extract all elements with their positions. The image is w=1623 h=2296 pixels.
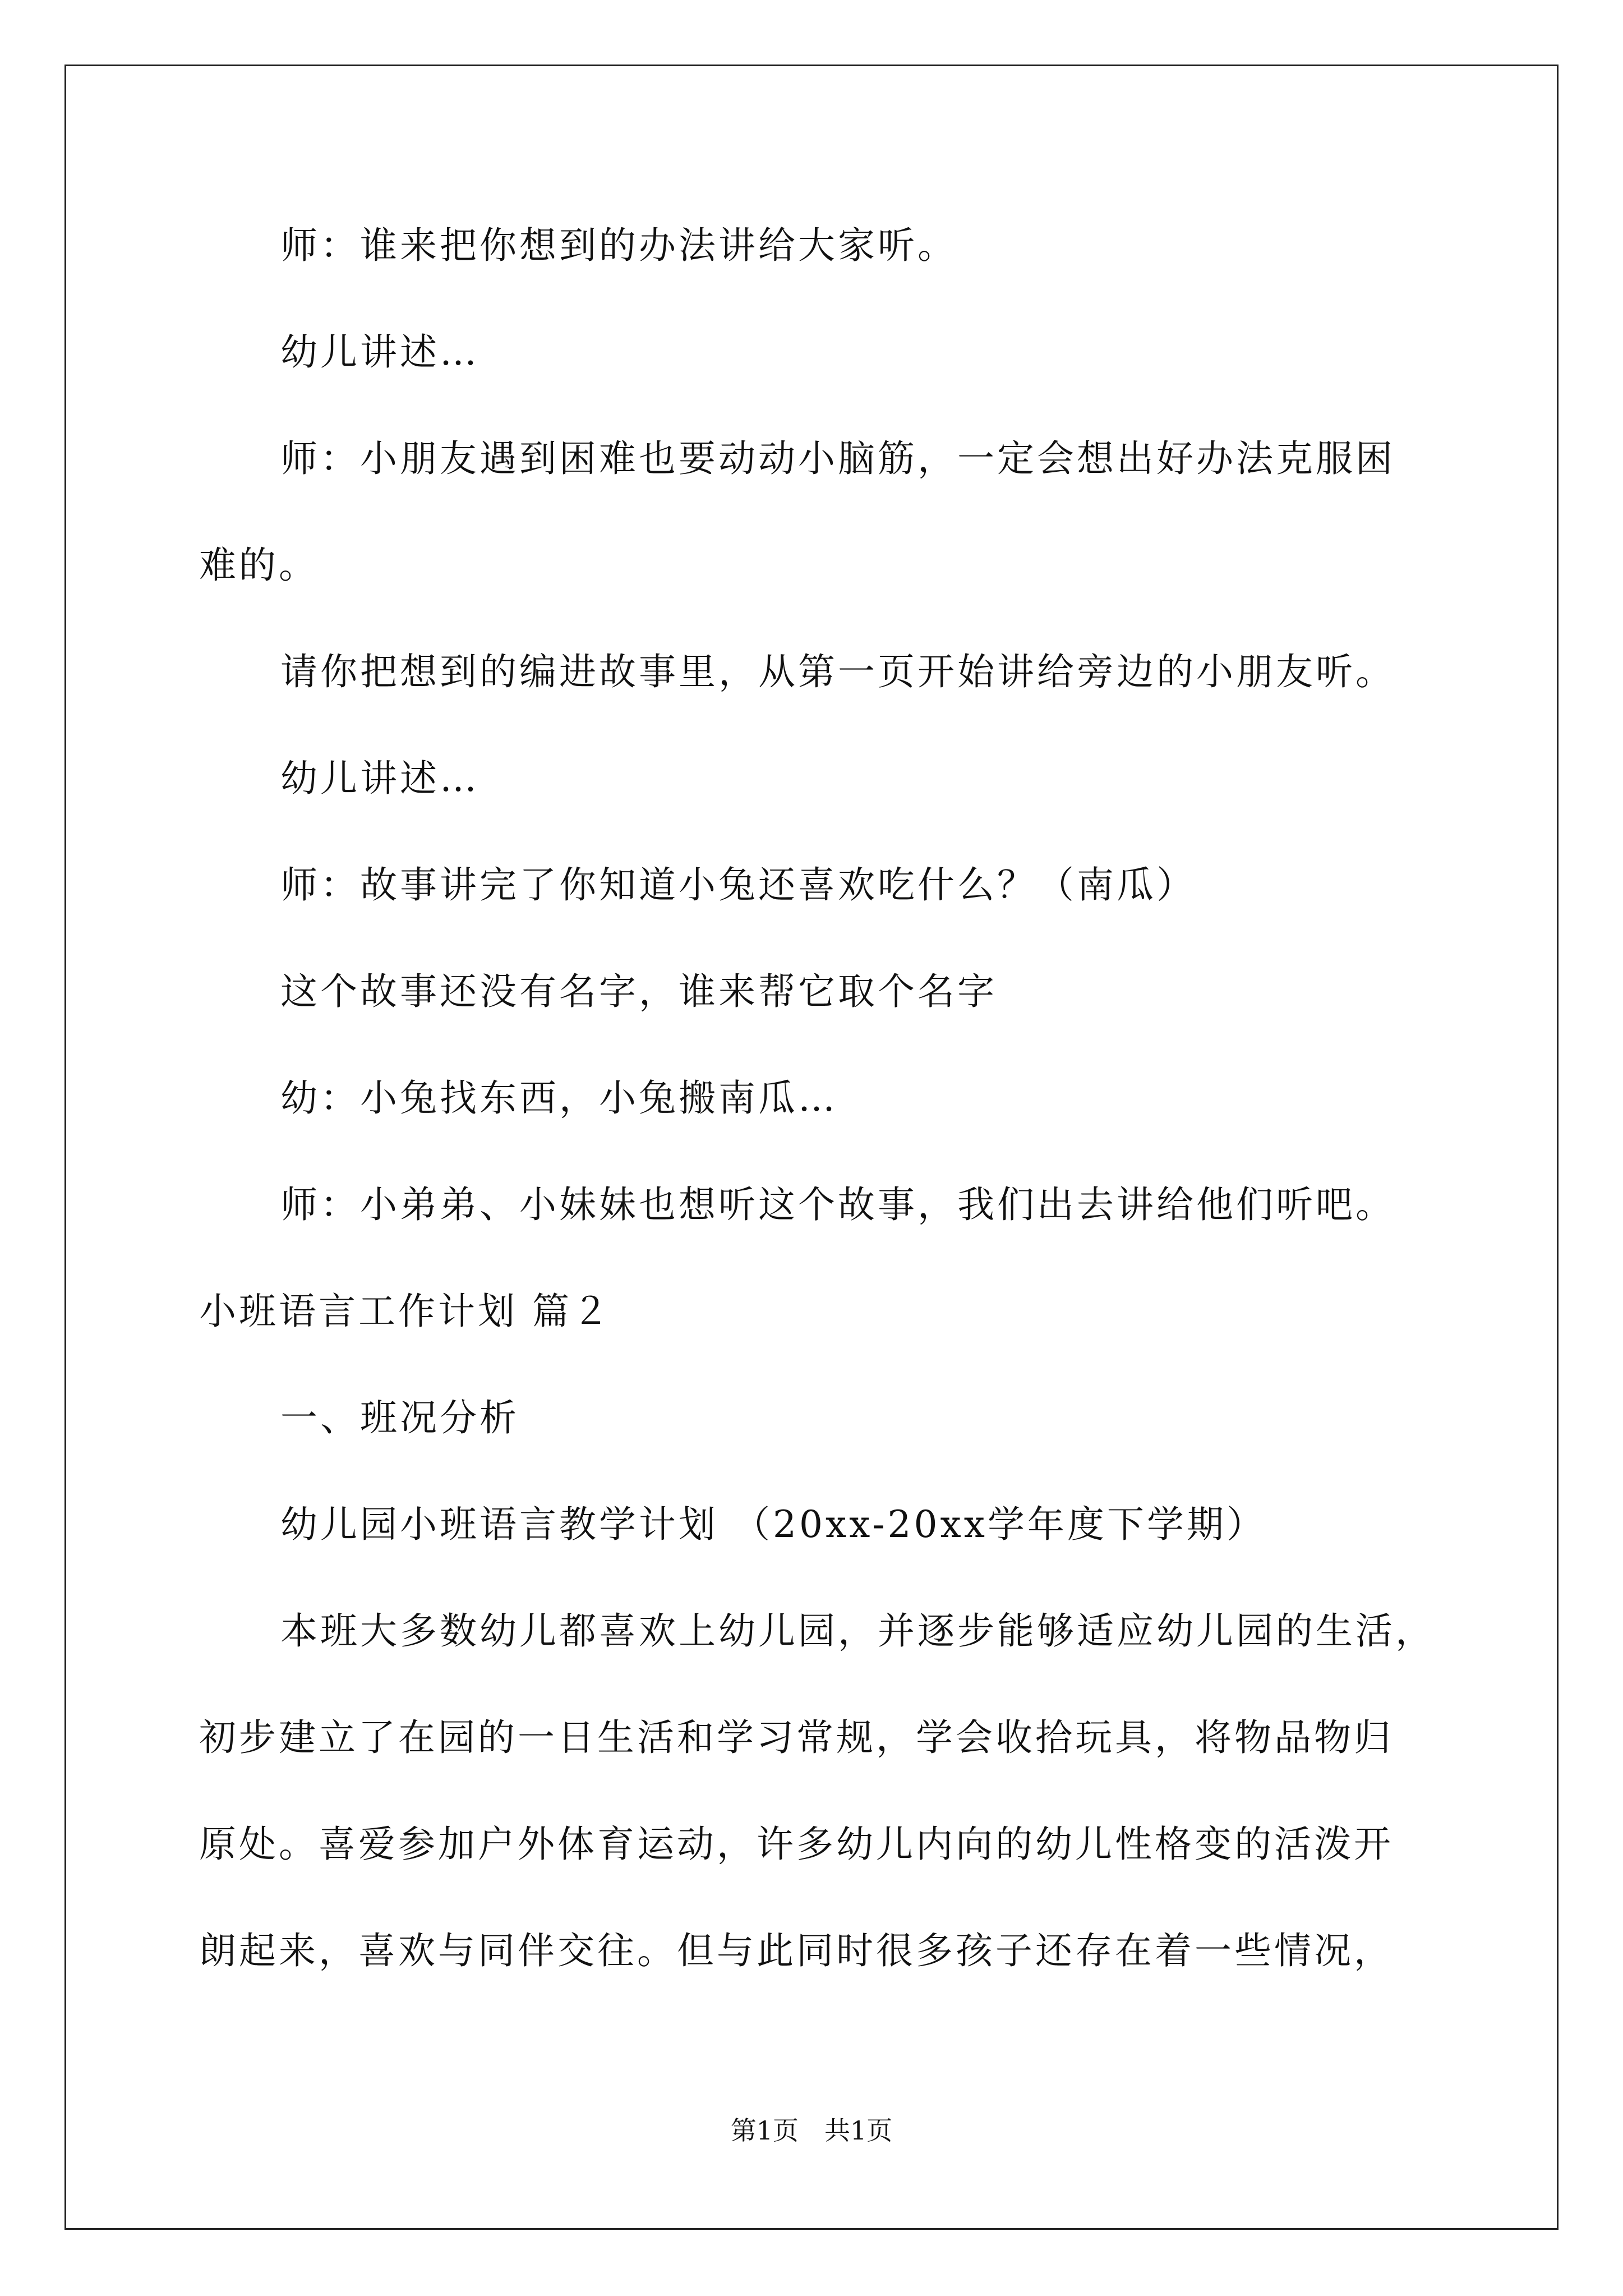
page-border — [64, 65, 1559, 2230]
text-line-3: 师：小朋友遇到困难也要动动小脑筋，一定会想出好办法克服困 — [280, 437, 1395, 480]
text-line-10: 师：小弟弟、小妹妹也想听这个故事，我们出去讲给他们听吧。 — [280, 1183, 1395, 1226]
text-line-6: 幼儿讲述… — [280, 757, 479, 800]
text-line-17: 朗起来，喜欢与同伴交往。但与此同时很多孩子还存在着一些情况， — [199, 1929, 1394, 1972]
text-line-13: 幼儿园小班语言教学计划 （20xx-20xx学年度下学期） — [280, 1503, 1266, 1546]
text-line-14: 本班大多数幼儿都喜欢上幼儿园，并逐步能够适应幼儿园的生活， — [280, 1609, 1435, 1653]
text-line-5: 请你把想到的编进故事里，从第一页开始讲给旁边的小朋友听。 — [280, 650, 1395, 693]
section-heading: 小班语言工作计划 篇２ — [199, 1290, 612, 1333]
text-line-8: 这个故事还没有名字，谁来帮它取个名字 — [280, 970, 997, 1013]
page-footer: 第1页 共1页 — [730, 2115, 893, 2146]
text-line-4: 难的。 — [199, 544, 319, 587]
text-line-16: 原处。喜爱参加户外体育运动，许多幼儿内向的幼儿性格变的活泼开 — [199, 1823, 1394, 1866]
text-line-7: 师：故事讲完了你知道小兔还喜欢吃什么？（南瓜） — [280, 863, 1196, 907]
text-line-15: 初步建立了在园的一日生活和学习常规，学会收拾玩具，将物品物归 — [199, 1716, 1394, 1759]
text-line-9: 幼：小兔找东西，小兔搬南瓜… — [280, 1076, 838, 1120]
text-line-12: 一、班况分析 — [280, 1396, 519, 1439]
text-line-2: 幼儿讲述… — [280, 330, 479, 374]
text-line-1: 师：谁来把你想到的办法讲给大家听。 — [280, 224, 957, 267]
